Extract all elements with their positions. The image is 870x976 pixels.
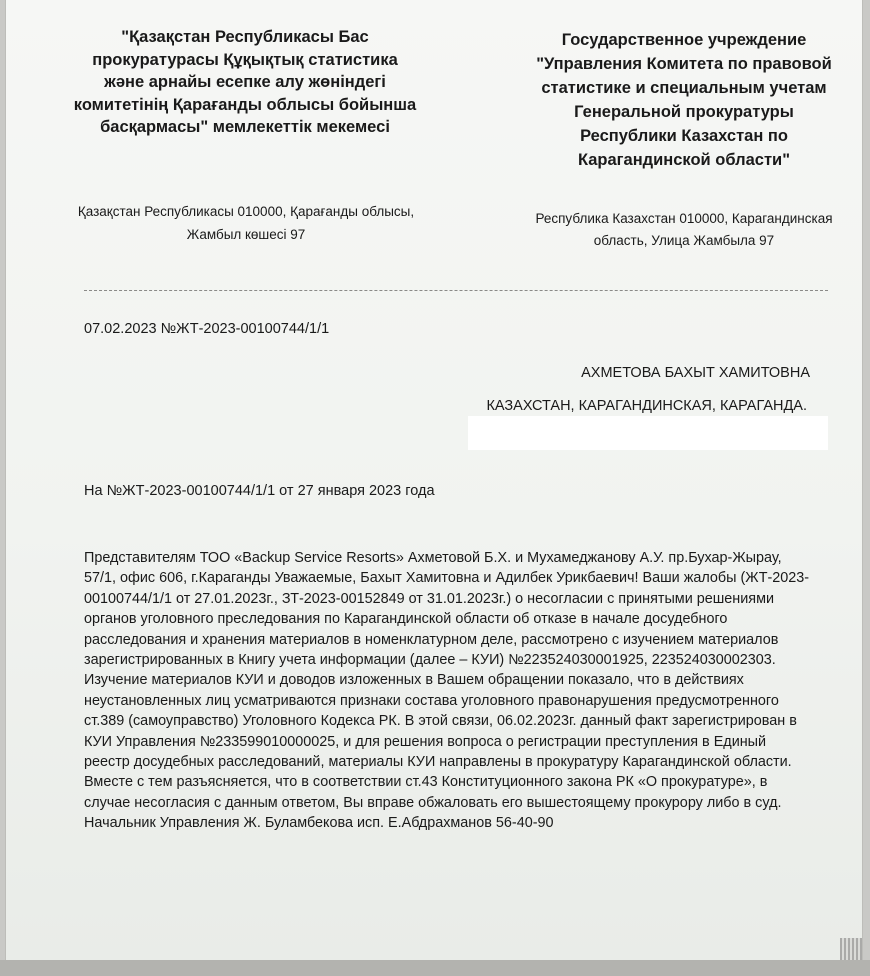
kazakh-organization-name: "Қазақстан Республикасы Бас прокуратурасы Құқықтық статистика және арнайы есепке алу жөніндегі комитетінің Қарағанды облысы бойынша басқармасы" мемлекеттік мекемесі bbox=[73, 28, 417, 136]
header-divider bbox=[84, 290, 828, 291]
document-page bbox=[6, 0, 862, 960]
russian-organization-name: Государственное учреждение "Управления Комитета по правовой статистике и специальным учетам Генеральной прокуратуры Республики Казахстан по Карагандинской области" bbox=[536, 31, 832, 169]
letter-body: Представителям ТОО «Backup Service Resorts» Ахметовой Б.Х. и Мухамеджанову А.У. пр.Бухар-Жырау, 57/1, офис 606, г.Караганды Уважаемые, Бахыт Хамитовна и Адилбек Урикбаевич! Ваши жалобы (ЖТ-2023-00100744/1/1 от 27.01.2023г., ЗТ-2023-00152849 от 31.01.2023г.) о несогласии с принятыми решениями органов уголовного преследования по Карагандинской области об отказе в начале досудебного расследования и хранения материалов в номенклатурном деле, рассмотрено с изучением материалов зарегистрированных в Книгу учета информации (далее – КУИ) №223524030001925, 223524030002303. Изучение материалов КУИ и доводов изложенных в Вашем обращении показало, что в действиях неустановленных лиц усматриваются признаки состава уголовного правонарушения предусмотренного ст.389 (самоуправство) Уголовного Кодекса РК. В этой связи, 06.02.2023г. данный факт зарегистрирован в КУИ Управления №233599010000025, и для решения вопроса о регистрации преступления в Единый реестр досудебных расследований, материалы КУИ направлены в прокуратуру Карагандинской области. Вместе с тем разъясняется, что в соответствии ст.43 Конституционного закона РК «О прокуратуре», в случае несогласия с данным ответом, Вы вправе обжаловать его вышестоящему прокурору либо в суд. Начальник Управления Ж. Буламбекова исп. Е.Абдрахманов 56-40-90 bbox=[84, 550, 810, 832]
recipient-name: АХМЕТОВА БАХЫТ ХАМИТОВНА bbox=[581, 365, 810, 381]
russian-address: Республика Казахстан 010000, Карагандинская область, Улица Жамбыла 97 bbox=[535, 211, 833, 248]
redacted-area bbox=[468, 416, 828, 450]
outgoing-number: 07.02.2023 №ЖТ-2023-00100744/1/1 bbox=[84, 321, 330, 337]
recipient-address: КАЗАХСТАН, КАРАГАНДИНСКАЯ, КАРАГАНДА. bbox=[486, 398, 807, 414]
kazakh-address: Қазақстан Республикасы 010000, Қарағанды облысы, Жамбыл көшесі 97 bbox=[77, 204, 415, 242]
bottom-edge bbox=[0, 960, 870, 976]
reference-number: На №ЖТ-2023-00100744/1/1 от 27 января 2023 года bbox=[84, 483, 435, 499]
resize-grip-icon[interactable] bbox=[840, 938, 862, 960]
